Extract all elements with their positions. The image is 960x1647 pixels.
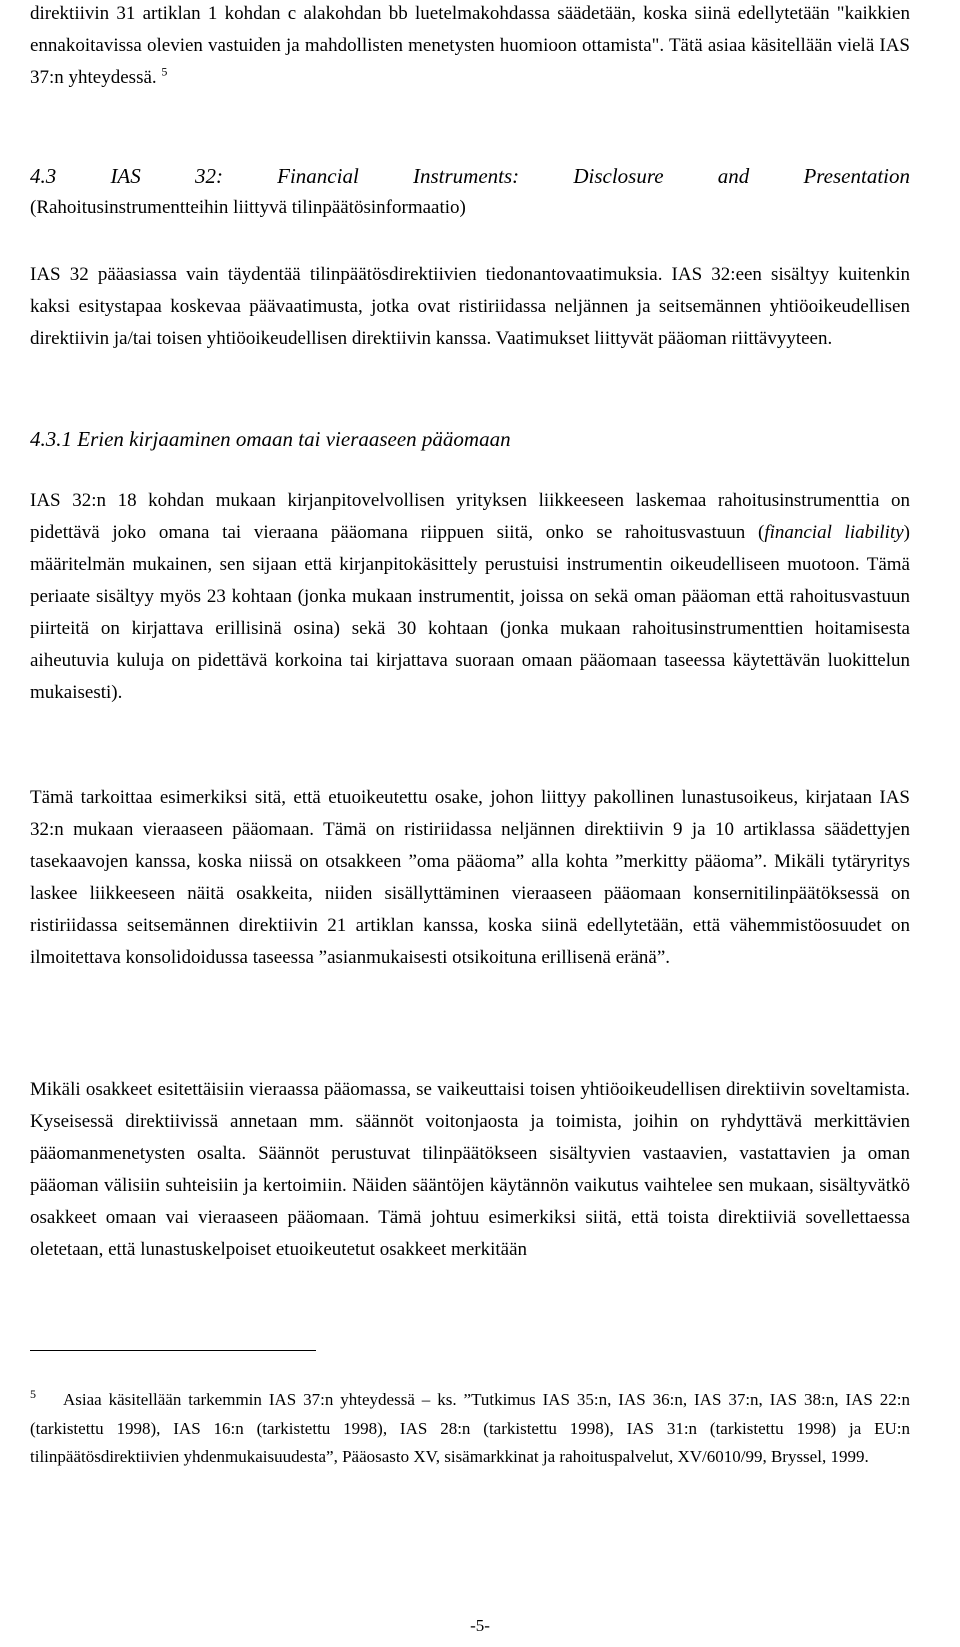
section-paragraph-1: IAS 32 pääasiassa vain täydentää tilinpäätösdirektiivien tiedonantovaatimuksia. IAS 32:een sisältyy kuitenkin kaksi esitystapaa koskevaa päävaatimusta, jotka ovat ristiriidassa neljännen ja seitsemännen yhtiöoikeudellisen direktiivin ja/tai toisen yhtiöoikeudellisen direktiivin kanssa. Vaatimukset liittyvät pääoman riittävyyteen. (30, 264, 910, 349)
footnote-reference[interactable]: 5 (161, 64, 168, 79)
intro-text: direktiivin 31 artiklan 1 kohdan c alakohdan bb luetelmakohdassa säädetään, koska siinä edellytetään "kaikkien ennakoitavissa olevien vastuiden ja mahdollisten menetysten huomioon ottamista". Tätä asiaa käsitellään vielä IAS 37:n yhteydessä. (30, 3, 910, 88)
section-heading (30, 160, 910, 224)
footnote (30, 1386, 910, 1472)
page-number: -5- (470, 1616, 490, 1635)
footnote-text (30, 1386, 910, 1472)
section-title-paren: (Rahoitusinstrumentteihin liittyvä tilinpäätösinformaatio) (30, 197, 466, 218)
subsection-paragraph-3: Mikäli osakkeet esitettäisiin vieraassa pääomassa, se vaikeuttaisi toisen yhtiöoikeudellisen direktiivin soveltamista. Kyseisessä direktiivissä annetaan mm. säännöt voitonjaosta ja toimista, joihin on ryhdyttävä merkittävien pääomanmenetysten osalta. Säännöt perustuvat tilinpäätökseen sisältyvien vastaavien, vastattavien ja oman pääoman välisiin suhteisiin ja kertoimiin. Näiden sääntöjen käytännön vaikutus vaihtelee sen mukaan, sisältyvätkö osakkeet omaan vai vieraaseen pääomaan. Tämä johtuu esimerkiksi siitä, että toista direktiiviä sovellettaessa oletetaan, että lunastuskelpoiset etuoikeutetut osakkeet merkitään (30, 1079, 910, 1260)
footnote-divider (30, 1350, 316, 1351)
footnote-body: Asiaa käsitellään tarkemmin IAS 37:n yhteydessä – ks. ”Tutkimus IAS 35:n, IAS 36:n, IAS 37:n, IAS 38:n, IAS 22:n (tarkistettu 1998), IAS 16:n (tarkistettu 1998), IAS 28:n (tarkistettu 1998), IAS 31:n (tarkistettu 1998) ja EU:n tilinpäätösdirektiivien yhdenmukaisuudesta”, Pääosasto XV, sisämarkkinat ja rahoituspalvelut, XV/6010/99, Bryssel, 1999. (30, 1390, 910, 1466)
footnote-number: 5 (30, 1387, 36, 1401)
subsection-paragraph-1 (30, 485, 910, 709)
para1-text-b: ) määritelmän mukainen, sen sijaan että kirjanpitokäsittely perustuisi instrumentin oikeudelliseen muotoon. Tämä periaate sisältyy myös 23 kohtaan (jonka mukaan instrumentit, joissa on sekä oman pääoman että rahoitusvastuun piirteitä on kirjattava erillisinä osina) sekä 30 kohtaan (jonka mukaan rahoitusinstrumenttien hoitamisesta aiheutuvia kuluja on pidettävä korkoina tai kirjattava suoraan omaan pääomaan taseessa käytettävän luokittelun mukaisesti). (30, 522, 910, 703)
subsection-paragraph-2: Tämä tarkoittaa esimerkiksi sitä, että etuoikeutettu osake, johon liittyy pakollinen lunastusoikeus, kirjataan IAS 32:n mukaan vieraaseen pääomaan. Tämä on ristiriidassa neljännen direktiivin 9 ja 10 artiklassa säädettyjen tasekaavojen kanssa, koska niissä on otsakkeen ”oma pääoma” alla kohta ”merkitty pääoma”. Mikäli tytäryritys laskee liikkeeseen näitä osakkeita, niiden sisällyttäminen vieraaseen pääomaan konsernitilinpäätöksessä on ristiriidassa seitsemännen direktiivin 21 artiklan kanssa, koska siinä edellytetään, että vähemmistöosuudet on ilmoitettava konsolidoidussa taseessa ”asianmukaisesti otsikoituna erillisenä eränä”. (30, 787, 910, 968)
financial-liability-term: financial liability (764, 522, 904, 543)
intro-paragraph (30, 0, 910, 94)
para1-text-a: IAS 32:n 18 kohdan mukaan kirjanpitovelvollisen yrityksen liikkeeseen laskemaa rahoitusinstrumenttia on pidettävä joko omana tai vieraana pääomana riippuen siitä, onko se rahoitusvastuun ( (30, 490, 910, 543)
section-title: 4.3 IAS 32: Financial Instruments: Disclosure and Presentation (30, 164, 910, 188)
subsection-title: 4.3.1 Erien kirjaaminen omaan tai vieraaseen pääomaan (30, 427, 511, 451)
